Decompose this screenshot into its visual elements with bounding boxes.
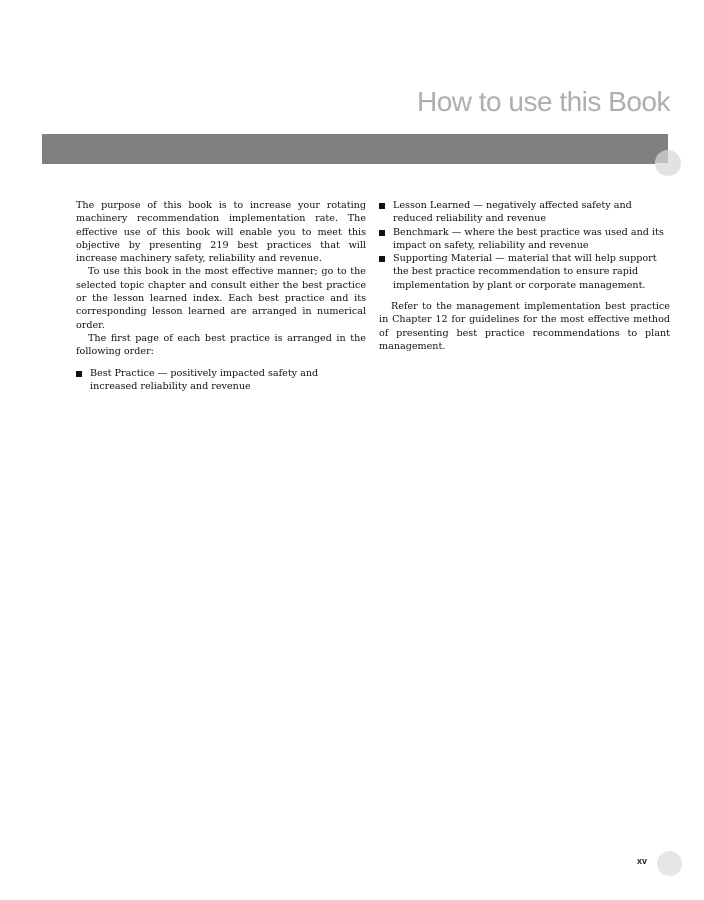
- header-band: [42, 134, 668, 164]
- bullet-square-icon: [379, 203, 385, 209]
- bullet-square-icon: [76, 371, 82, 377]
- page-number: xv: [637, 856, 648, 866]
- list-item: Benchmark — where the best practice was used and its impact on safety, reliability and revenue: [379, 226, 670, 253]
- bullet-square-icon: [379, 256, 385, 262]
- usage-paragraph: To use this book in the most effective manner; go to the selected topic chapter and consult either the best practice or the lesson learned index. Each best practice and its corresponding lesson learned are arranged in numerical order.: [76, 266, 366, 331]
- bullet-square-icon: [379, 230, 385, 236]
- list-item: Best Practice — positively impacted safety and increased reliability and revenue: [76, 367, 366, 394]
- closing-paragraph: Refer to the management implementation best practice in Chapter 12 for guidelines for the most effective method of presenting best practice recommendations to plant management.: [379, 301, 670, 352]
- order-paragraph: The first page of each best practice is arranged in the following order:: [76, 332, 366, 358]
- page-title: How to use this Book: [416, 86, 670, 117]
- intro-paragraph: The purpose of this book is to increase your rotating machinery recommendation implementation rate. The effective use of this book will enable you to meet this objective by presenting 219 best practices that will increase machinery safety, reliability and revenue.: [76, 200, 366, 265]
- bullet-list: [76, 367, 366, 394]
- bullet-list: [379, 199, 670, 292]
- list-item: Supporting Material — material that will help support the best practice recommendation to ensure rapid implementation by plant or corporate management.: [379, 252, 670, 292]
- chapter-tab-marker: [655, 150, 681, 176]
- page-tab-marker: [657, 851, 682, 876]
- left-column: [76, 199, 366, 393]
- list-item: Lesson Learned — negatively affected safety and reduced reliability and revenue: [379, 199, 670, 226]
- right-column: [379, 199, 670, 353]
